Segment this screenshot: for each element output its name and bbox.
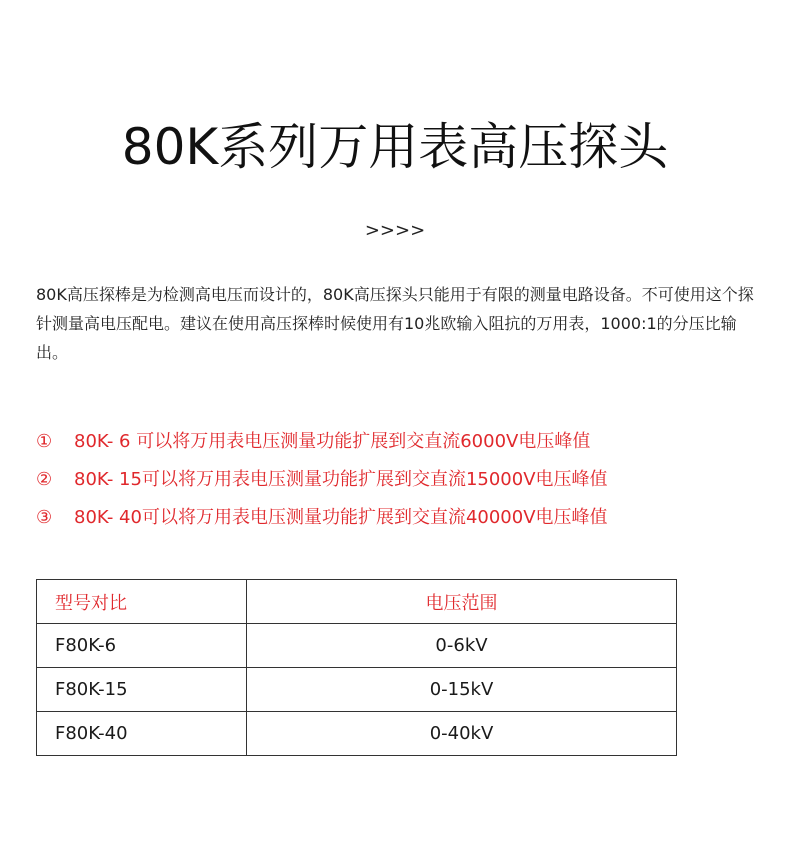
model-comparison-table	[36, 579, 677, 756]
cell-model: F80K-6	[37, 624, 247, 668]
feature-number: ③	[36, 507, 53, 528]
feature-item	[36, 502, 756, 540]
cell-model: F80K-15	[37, 668, 247, 712]
table-row	[37, 668, 677, 712]
cell-range: 0-40kV	[247, 712, 677, 756]
feature-list	[36, 426, 756, 540]
section-arrows: >>>>	[364, 220, 426, 241]
cell-model: F80K-40	[37, 712, 247, 756]
table-row	[37, 712, 677, 756]
header-model: 型号对比	[37, 580, 247, 624]
page-title: 80K系列万用表高压探头	[121, 118, 669, 176]
table-header-row	[37, 580, 677, 624]
feature-number: ①	[36, 431, 53, 452]
cell-range: 0-15kV	[247, 668, 677, 712]
feature-text: 80K- 40可以将万用表电压测量功能扩展到交直流40000V电压峰值	[74, 507, 608, 528]
feature-item	[36, 426, 756, 464]
feature-text: 80K- 15可以将万用表电压测量功能扩展到交直流15000V电压峰值	[74, 469, 608, 490]
feature-text: 80K- 6 可以将万用表电压测量功能扩展到交直流6000V电压峰值	[74, 431, 591, 452]
feature-item	[36, 464, 756, 502]
cell-range: 0-6kV	[247, 624, 677, 668]
feature-number: ②	[36, 469, 53, 490]
table-row	[37, 624, 677, 668]
intro-paragraph: 80K高压探棒是为检测高电压而设计的，80K高压探头只能用于有限的测量电路设备。不可使用这个探针测量高电压配电。建议在使用高压探棒时候使用有10兆欧输入阻抗的万用表，1000:1的分压比输出。	[36, 285, 754, 362]
header-range: 电压范围	[247, 580, 677, 624]
